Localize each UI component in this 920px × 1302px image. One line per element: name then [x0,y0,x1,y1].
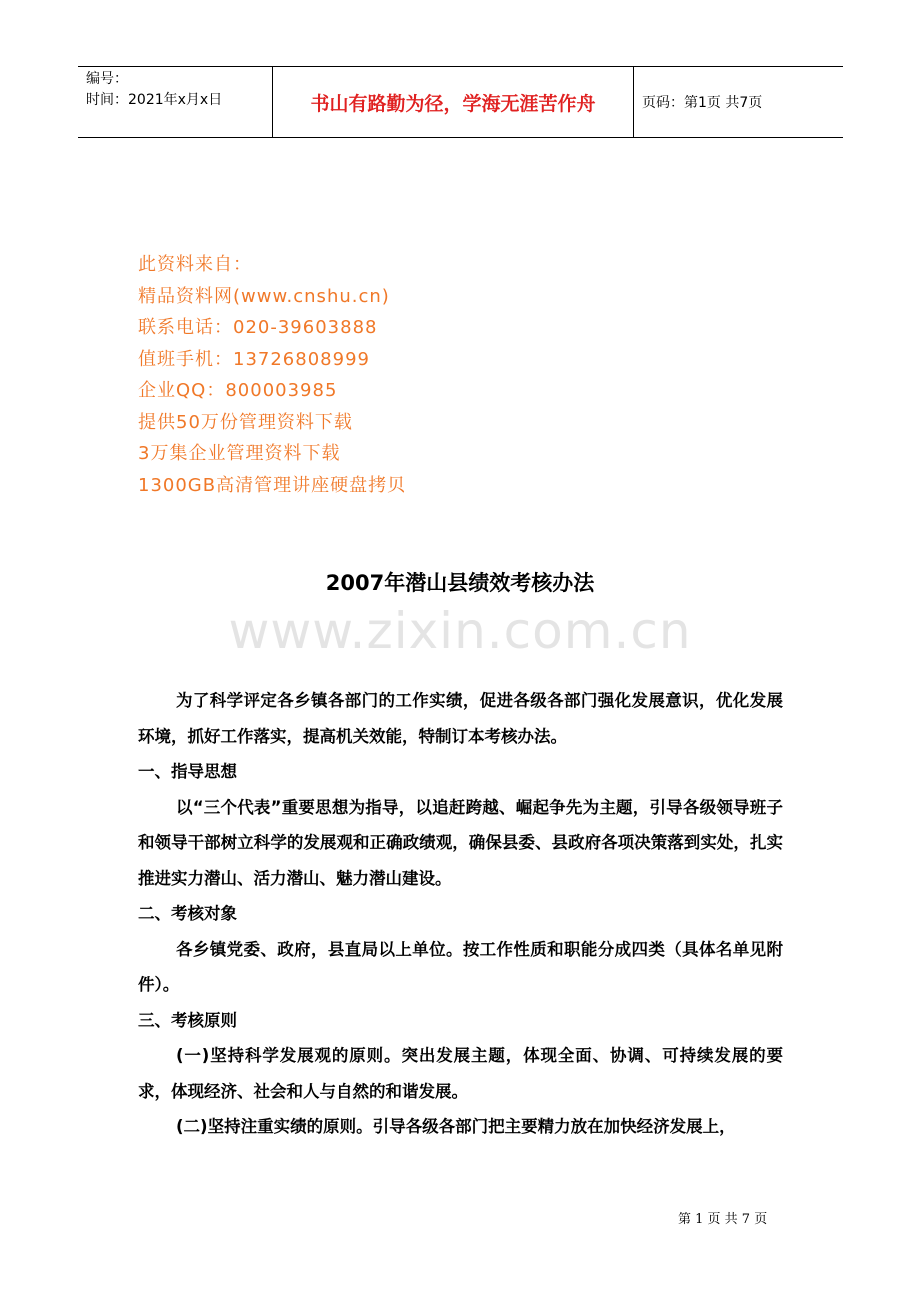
contact-line: 1300GB高清管理讲座硬盘拷贝 [138,474,407,496]
contact-line: 企业QQ：800003985 [138,380,338,401]
contact-line: 精品资料网(www.cnshu.cn) [138,285,390,307]
header-meta [86,69,222,111]
section-heading: 一、指导思想 [138,762,237,781]
contact-line: 此资料来自： [138,254,252,275]
header-divider [633,67,634,137]
header-motto: 书山有路勤为径，学海无涯苦作舟 [310,93,596,115]
contact-line: 3万集企业管理资料下载 [138,443,341,464]
footer-page-label: 第 1 页 共 7 页 [678,1212,768,1227]
document-title: 2007年潜山县绩效考核办法 [325,571,595,595]
contact-block [138,249,406,501]
contact-line: 提供50万份管理资料下载 [138,411,353,433]
section-heading: 二、考核对象 [138,904,237,923]
time-label: 时间：2021年x月x日 [86,92,223,108]
header-table [78,66,843,138]
body-paragraph: 以“三个代表”重要思想为指导，以追赶跨越、崛起争先为主题，引导各级领导班子和领导干部树立科学的发展观和正确政绩观，确保县委、县政府各项决策落到实处，扎实推进实力潜山、活力潜山、魅力潜山建设。 [138,797,783,888]
header-divider [272,67,273,137]
body-paragraph: 各乡镇党委、政府，县直局以上单位。按工作性质和职能分成四类（具体名单见附件）。 [138,939,783,994]
section-heading: 三、考核原则 [138,1010,237,1030]
document-body [138,683,783,1145]
contact-line: 联系电话：020-39603888 [138,317,378,338]
number-label: 编号： [86,71,128,87]
header-page-label: 页码：第1页 共7页 [642,95,763,111]
intro-paragraph: 为了科学评定各乡镇各部门的工作实绩，促进各级各部门强化发展意识，优化发展环境，抓好工作落实，提高机关效能，特制订本考核办法。 [138,691,783,746]
body-paragraph: (二)坚持注重实绩的原则。引导各级各部门把主要精力放在加快经济发展上， [176,1117,736,1136]
contact-line: 值班手机：13726808999 [138,348,370,370]
watermark: www.zixin.com.cn [228,602,692,660]
body-paragraph: (一)坚持科学发展观的原则。突出发展主题，体现全面、协调、可持续发展的要求，体现经济、社会和人与自然的和谐发展。 [138,1046,783,1101]
